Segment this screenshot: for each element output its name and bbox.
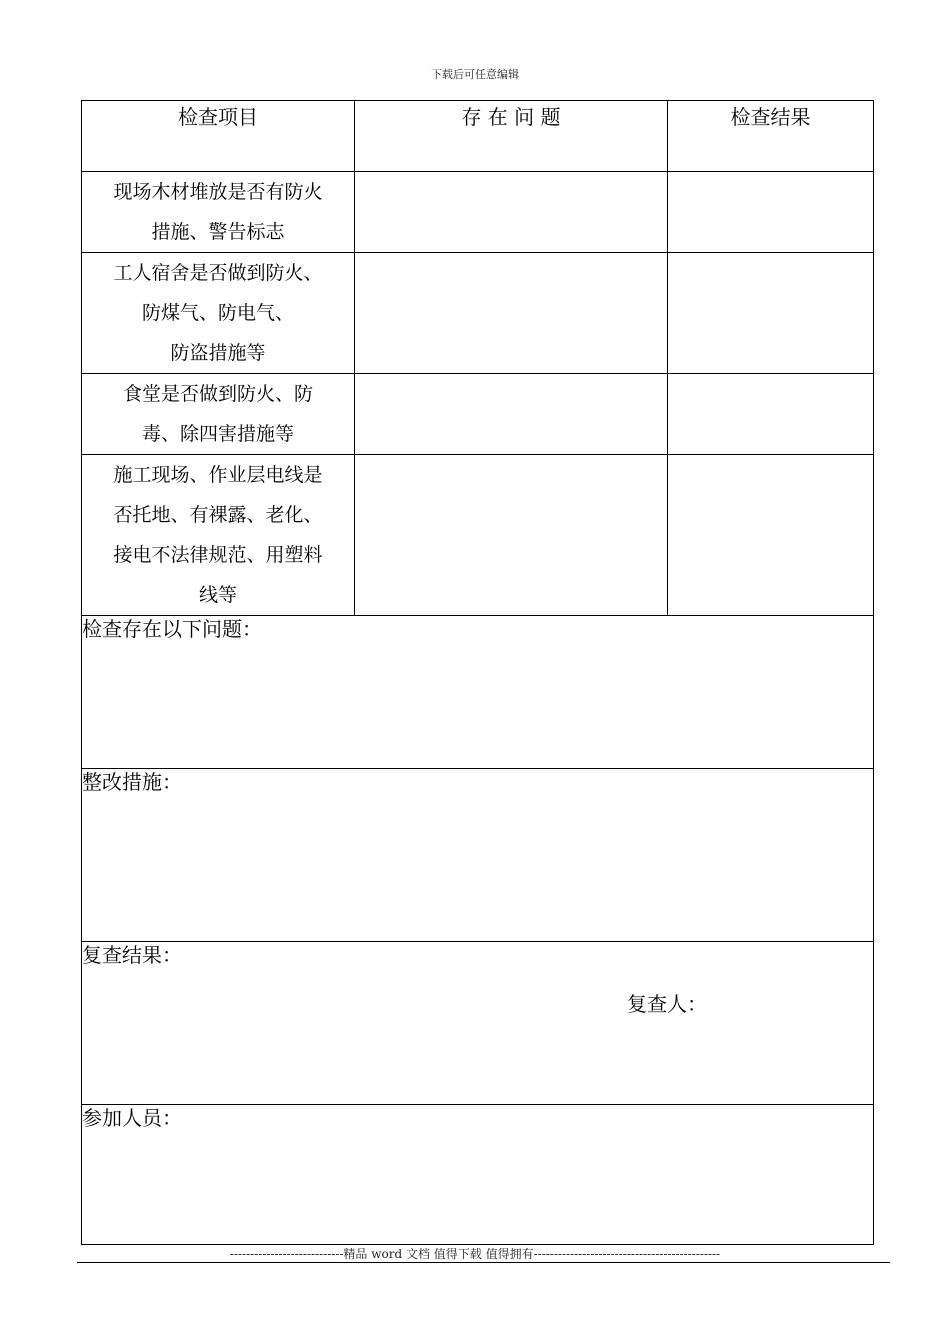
item-text-line: 食堂是否做到防火、防 xyxy=(122,383,313,405)
rectification-cell[interactable] xyxy=(82,769,874,942)
item-text-line: 否托地、有裸露、老化、 xyxy=(113,504,323,526)
item-text-line: 毒、除四害措施等 xyxy=(141,423,294,445)
item-text-line: 现场木材堆放是否有防火 xyxy=(113,181,323,203)
header-note: 下载后可任意编辑 xyxy=(431,68,519,81)
footer-note: ----------------------------精品 word 文档 值得下载 值得拥有---------------------------------------------- xyxy=(229,1247,721,1261)
table-row xyxy=(82,253,874,374)
item-cell xyxy=(82,455,355,616)
rectification-label: 整改措施： xyxy=(82,770,182,794)
review-cell[interactable] xyxy=(82,942,874,1105)
item-text-line: 防盗措施等 xyxy=(170,342,266,364)
table-row xyxy=(82,455,874,616)
result-cell[interactable] xyxy=(668,253,874,374)
participants-label: 参加人员： xyxy=(82,1106,182,1130)
item-cell xyxy=(82,253,355,374)
item-text-line: 线等 xyxy=(198,584,237,606)
result-cell[interactable] xyxy=(668,172,874,253)
issues-label: 检查存在以下问题： xyxy=(82,617,262,641)
review-section xyxy=(82,942,874,1105)
item-text-line: 措施、警告标志 xyxy=(151,221,285,243)
participants-cell[interactable] xyxy=(82,1105,874,1245)
reviewer-label: 复查人： xyxy=(627,992,707,1016)
table-row xyxy=(82,172,874,253)
issues-section xyxy=(82,616,874,769)
participants-section xyxy=(82,1105,874,1245)
header-inspection-item: 检查项目 xyxy=(82,101,355,172)
footer-divider xyxy=(77,1262,890,1263)
problem-cell[interactable] xyxy=(355,455,668,616)
issues-cell[interactable] xyxy=(82,616,874,769)
item-cell xyxy=(82,374,355,455)
table-row xyxy=(82,374,874,455)
review-label: 复查结果： xyxy=(82,943,182,967)
problem-cell[interactable] xyxy=(355,172,668,253)
header-existing-problems: 存 在 问 题 xyxy=(355,101,668,172)
item-cell xyxy=(82,172,355,253)
rectification-section xyxy=(82,769,874,942)
header-inspection-result: 检查结果 xyxy=(668,101,874,172)
table-header-row xyxy=(82,101,874,172)
problem-cell[interactable] xyxy=(355,374,668,455)
item-text-line: 接电不法律规范、用塑料 xyxy=(113,544,323,566)
result-cell[interactable] xyxy=(668,374,874,455)
item-text-line: 防煤气、防电气、 xyxy=(141,302,294,324)
result-cell[interactable] xyxy=(668,455,874,616)
inspection-form-table xyxy=(81,100,874,1245)
item-text-line: 施工现场、作业层电线是 xyxy=(113,464,323,486)
item-text-line: 工人宿舍是否做到防火、 xyxy=(113,262,323,284)
problem-cell[interactable] xyxy=(355,253,668,374)
